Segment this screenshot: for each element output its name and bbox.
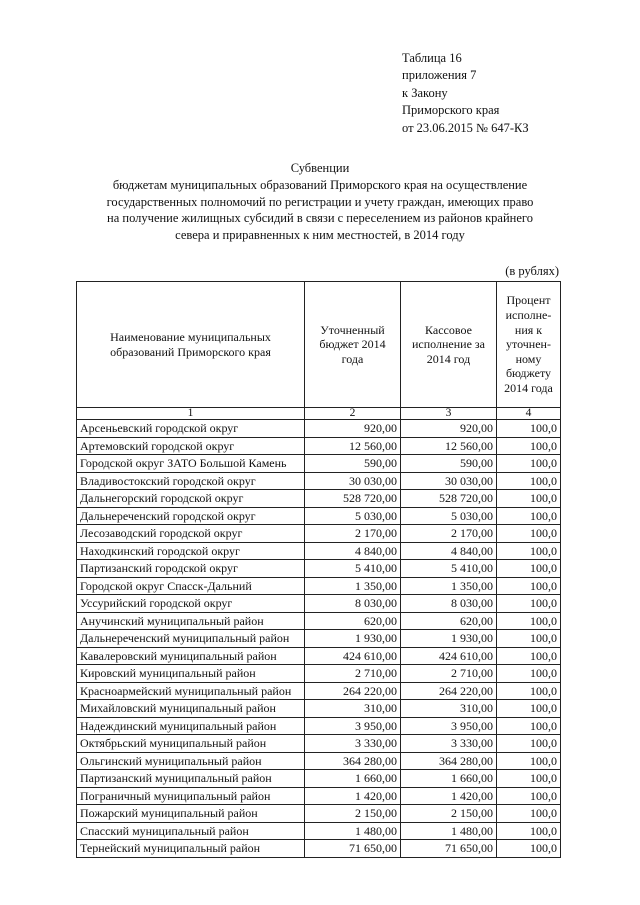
title-line: Субвенции bbox=[290, 161, 350, 175]
table-row bbox=[77, 525, 561, 543]
percent-cell: 100,0 bbox=[497, 455, 561, 473]
budget-cell: 1 480,00 bbox=[305, 822, 401, 840]
table-row bbox=[77, 437, 561, 455]
budget-cell: 1 350,00 bbox=[305, 577, 401, 595]
percent-cell: 100,0 bbox=[497, 770, 561, 788]
document-reference-block bbox=[402, 50, 602, 137]
percent-cell: 100,0 bbox=[497, 630, 561, 648]
executed-cell: 528 720,00 bbox=[401, 490, 497, 508]
reference-line: Приморского края bbox=[402, 103, 500, 118]
budget-cell: 5 030,00 bbox=[305, 507, 401, 525]
table-row bbox=[77, 752, 561, 770]
municipality-name-cell: Дальнегорский городской округ bbox=[77, 490, 305, 508]
municipality-name-cell: Дальнереченский городской округ bbox=[77, 507, 305, 525]
executed-cell: 3 330,00 bbox=[401, 735, 497, 753]
table-row bbox=[77, 490, 561, 508]
municipality-name-cell: Тернейский муниципальный район bbox=[77, 840, 305, 858]
percent-cell: 100,0 bbox=[497, 647, 561, 665]
budget-cell: 264 220,00 bbox=[305, 682, 401, 700]
percent-cell: 100,0 bbox=[497, 787, 561, 805]
table-row bbox=[77, 472, 561, 490]
executed-cell: 920,00 bbox=[401, 420, 497, 438]
municipality-name-cell: Михайловский муниципальный район bbox=[77, 700, 305, 718]
budget-cell: 5 410,00 bbox=[305, 560, 401, 578]
table-row bbox=[77, 770, 561, 788]
percent-cell: 100,0 bbox=[497, 805, 561, 823]
executed-cell: 2 150,00 bbox=[401, 805, 497, 823]
executed-cell: 4 840,00 bbox=[401, 542, 497, 560]
executed-cell: 8 030,00 bbox=[401, 595, 497, 613]
table-row bbox=[77, 682, 561, 700]
budget-cell: 1 660,00 bbox=[305, 770, 401, 788]
percent-cell: 100,0 bbox=[497, 700, 561, 718]
budget-cell: 3 950,00 bbox=[305, 717, 401, 735]
municipality-name-cell: Надеждинский муниципальный район bbox=[77, 717, 305, 735]
budget-cell: 424 610,00 bbox=[305, 647, 401, 665]
column-header-executed: Кассовое исполнение за 2014 год bbox=[401, 282, 497, 408]
table-row bbox=[77, 805, 561, 823]
municipality-name-cell: Анучинский муниципальный район bbox=[77, 612, 305, 630]
table-row bbox=[77, 647, 561, 665]
column-number-row bbox=[77, 408, 561, 420]
executed-cell: 71 650,00 bbox=[401, 840, 497, 858]
municipality-name-cell: Спасский муниципальный район bbox=[77, 822, 305, 840]
percent-cell: 100,0 bbox=[497, 840, 561, 858]
executed-cell: 364 280,00 bbox=[401, 752, 497, 770]
executed-cell: 1 480,00 bbox=[401, 822, 497, 840]
column-header-budget: Уточненный бюджет 2014 года bbox=[305, 282, 401, 408]
executed-cell: 3 950,00 bbox=[401, 717, 497, 735]
executed-cell: 264 220,00 bbox=[401, 682, 497, 700]
budget-cell: 620,00 bbox=[305, 612, 401, 630]
municipality-name-cell: Артемовский городской округ bbox=[77, 437, 305, 455]
percent-cell: 100,0 bbox=[497, 525, 561, 543]
budget-cell: 2 170,00 bbox=[305, 525, 401, 543]
executed-cell: 1 930,00 bbox=[401, 630, 497, 648]
table-row bbox=[77, 612, 561, 630]
document-title bbox=[60, 160, 580, 244]
column-header-percent: Процент исполне-ния к уточнен-ному бюджету 2014 года bbox=[497, 282, 561, 408]
percent-cell: 100,0 bbox=[497, 437, 561, 455]
table-row bbox=[77, 700, 561, 718]
budget-cell: 1 420,00 bbox=[305, 787, 401, 805]
percent-cell: 100,0 bbox=[497, 472, 561, 490]
table-row bbox=[77, 542, 561, 560]
budget-cell: 364 280,00 bbox=[305, 752, 401, 770]
municipality-name-cell: Партизанский муниципальный район bbox=[77, 770, 305, 788]
budget-cell: 2 150,00 bbox=[305, 805, 401, 823]
percent-cell: 100,0 bbox=[497, 420, 561, 438]
executed-cell: 1 660,00 bbox=[401, 770, 497, 788]
reference-line: от 23.06.2015 № 647-КЗ bbox=[402, 120, 529, 135]
executed-cell: 424 610,00 bbox=[401, 647, 497, 665]
budget-cell: 2 710,00 bbox=[305, 665, 401, 683]
budget-cell: 1 930,00 bbox=[305, 630, 401, 648]
municipality-name-cell: Пожарский муниципальный район bbox=[77, 805, 305, 823]
executed-cell: 5 030,00 bbox=[401, 507, 497, 525]
table-row bbox=[77, 595, 561, 613]
reference-line: приложения 7 bbox=[402, 68, 477, 83]
municipality-name-cell: Владивостокский городской округ bbox=[77, 472, 305, 490]
municipality-name-cell: Партизанский городской округ bbox=[77, 560, 305, 578]
executed-cell: 1 420,00 bbox=[401, 787, 497, 805]
municipality-name-cell: Октябрьский муниципальный район bbox=[77, 735, 305, 753]
budget-cell: 12 560,00 bbox=[305, 437, 401, 455]
budget-cell: 528 720,00 bbox=[305, 490, 401, 508]
budget-cell: 30 030,00 bbox=[305, 472, 401, 490]
reference-line: к Закону bbox=[402, 85, 448, 100]
municipality-name-cell: Городской округ ЗАТО Большой Камень bbox=[77, 455, 305, 473]
table-body bbox=[77, 420, 561, 858]
percent-cell: 100,0 bbox=[497, 490, 561, 508]
municipality-name-cell: Уссурийский городской округ bbox=[77, 595, 305, 613]
budget-cell: 8 030,00 bbox=[305, 595, 401, 613]
percent-cell: 100,0 bbox=[497, 595, 561, 613]
column-number: 3 bbox=[401, 408, 497, 420]
percent-cell: 100,0 bbox=[497, 682, 561, 700]
executed-cell: 12 560,00 bbox=[401, 437, 497, 455]
table-row bbox=[77, 717, 561, 735]
percent-cell: 100,0 bbox=[497, 560, 561, 578]
municipality-name-cell: Дальнереченский муниципальный район bbox=[77, 630, 305, 648]
column-number: 4 bbox=[497, 408, 561, 420]
title-line: государственных полномочий по регистрации и учету граждан, имеющих право bbox=[106, 194, 534, 209]
title-line: севера и приравненных к ним местностей, в 2014 году bbox=[175, 228, 465, 243]
municipality-name-cell: Ольгинский муниципальный район bbox=[77, 752, 305, 770]
budget-cell: 3 330,00 bbox=[305, 735, 401, 753]
title-line: бюджетам муниципальных образований Приморского края на осуществление bbox=[112, 177, 528, 192]
table-row bbox=[77, 560, 561, 578]
executed-cell: 30 030,00 bbox=[401, 472, 497, 490]
percent-cell: 100,0 bbox=[497, 577, 561, 595]
percent-cell: 100,0 bbox=[497, 507, 561, 525]
percent-cell: 100,0 bbox=[497, 665, 561, 683]
table-row bbox=[77, 455, 561, 473]
executed-cell: 2 710,00 bbox=[401, 665, 497, 683]
executed-cell: 620,00 bbox=[401, 612, 497, 630]
executed-cell: 590,00 bbox=[401, 455, 497, 473]
table-row bbox=[77, 822, 561, 840]
budget-cell: 920,00 bbox=[305, 420, 401, 438]
municipality-name-cell: Красноармейский муниципальный район bbox=[77, 682, 305, 700]
budget-cell: 590,00 bbox=[305, 455, 401, 473]
table-row bbox=[77, 507, 561, 525]
executed-cell: 2 170,00 bbox=[401, 525, 497, 543]
municipality-name-cell: Кавалеровский муниципальный район bbox=[77, 647, 305, 665]
table-header-row bbox=[77, 282, 561, 408]
municipality-name-cell: Кировский муниципальный район bbox=[77, 665, 305, 683]
title-line: на получение жилищных субсидий в связи с переселением из районов крайнего bbox=[107, 211, 533, 226]
percent-cell: 100,0 bbox=[497, 717, 561, 735]
reference-line: Таблица 16 bbox=[402, 51, 462, 65]
budget-cell: 310,00 bbox=[305, 700, 401, 718]
municipality-name-cell: Лесозаводский городской округ bbox=[77, 525, 305, 543]
percent-cell: 100,0 bbox=[497, 542, 561, 560]
municipality-name-cell: Арсеньевский городской округ bbox=[77, 420, 305, 438]
percent-cell: 100,0 bbox=[497, 822, 561, 840]
table-row bbox=[77, 420, 561, 438]
executed-cell: 310,00 bbox=[401, 700, 497, 718]
percent-cell: 100,0 bbox=[497, 735, 561, 753]
column-number: 2 bbox=[305, 408, 401, 420]
executed-cell: 1 350,00 bbox=[401, 577, 497, 595]
percent-cell: 100,0 bbox=[497, 752, 561, 770]
column-header-name: Наименование муниципальных образований Приморского края bbox=[77, 282, 305, 408]
table-row bbox=[77, 577, 561, 595]
table-row bbox=[77, 735, 561, 753]
municipality-name-cell: Городской округ Спасск-Дальний bbox=[77, 577, 305, 595]
table-row bbox=[77, 787, 561, 805]
column-number: 1 bbox=[77, 408, 305, 420]
municipality-name-cell: Находкинский городской округ bbox=[77, 542, 305, 560]
municipality-name-cell: Пограничный муниципальный район bbox=[77, 787, 305, 805]
subventions-table bbox=[76, 281, 561, 858]
table-row bbox=[77, 840, 561, 858]
executed-cell: 5 410,00 bbox=[401, 560, 497, 578]
budget-cell: 4 840,00 bbox=[305, 542, 401, 560]
table-row bbox=[77, 630, 561, 648]
unit-note: (в рублях) bbox=[505, 264, 559, 278]
table-row bbox=[77, 665, 561, 683]
budget-cell: 71 650,00 bbox=[305, 840, 401, 858]
percent-cell: 100,0 bbox=[497, 612, 561, 630]
